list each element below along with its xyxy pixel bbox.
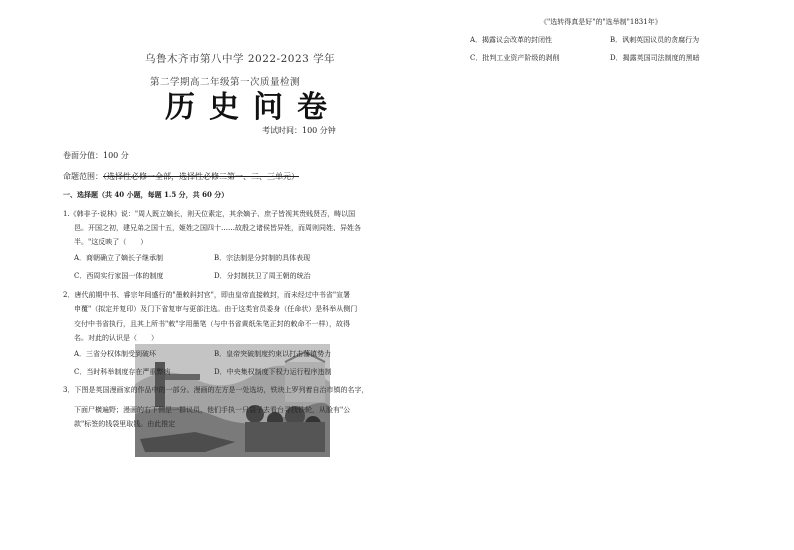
q1-line3: 半。"这反映了（ ）: [74, 238, 148, 246]
q1-line1: 1.《韩非子·说林》说："周人既立嫡长，则天位素定，其余嫡子、庶子皆视其贵贱贤否，畴以国: [63, 210, 356, 218]
q3-option-c[interactable]: C．批判工业资产阶级的剥削: [470, 54, 560, 62]
q2-option-c[interactable]: C．当时科举制度存在严重弊病: [74, 368, 171, 376]
q1-option-d[interactable]: D．分封制扶卫了周王朝的统治: [214, 272, 311, 280]
q2-line2: 申覆"（拟定并复印）及门下省复审与更部注选。由于这类官员委身（任命状）是科举从侧门: [74, 305, 358, 313]
q3-option-a[interactable]: A．揭露议会改革的封闭性: [470, 36, 553, 44]
cartoon-caption: 《"选转得真是好"的"选举制"1831年》: [540, 18, 662, 26]
q2-line3: 交付中书省执行，且其上所书"敕"字用墨笔（与中书省黄纸朱笔正封的敕命不一样），故得: [74, 320, 350, 328]
q3-line1: 3．下图是英国漫画家的作品中的一部分。漫画的左方是一处选坊，铁块上罗列着自治市镇的名字，: [63, 386, 369, 394]
q2-line4: 名。对此的认识是（ ）: [74, 334, 158, 342]
cartoon-image: [135, 344, 330, 457]
scope-text: （选择性必修一全部，选择性必修二第一、二、三单元）: [103, 172, 299, 181]
q3-line2: 下面尸横遍野；漫画的右下侧是一群议员，他们手执一只袋子去看台寻找铁轮，从脸有"公: [74, 406, 351, 414]
scope: [63, 172, 299, 182]
q2-option-d[interactable]: D．中央集权制度下权力运行程序违制: [214, 368, 332, 376]
section-heading: 一、选择题（共 40 小题，每题 1.5 分，共 60 分）: [63, 190, 229, 199]
full-score: 卷面分值：100 分: [63, 151, 129, 160]
scope-label: 命题范围：: [63, 172, 103, 181]
school-name: 乌鲁木齐市第八中学 2022-2023 学年: [145, 53, 336, 65]
q2-line1: 2．唐代前期中书、睿宗年间盛行的"墨敕斜封官"，即由皇帝直接敕封，而未经过中书省"宣署: [63, 291, 351, 299]
q1-option-c[interactable]: C．西周实行家国一体的制度: [74, 272, 164, 280]
cartoon-illustration: [135, 344, 330, 457]
q1-option-b[interactable]: B．宗法制是分封制的具体表现: [214, 254, 311, 262]
q1-line2: 邑。开国之初，建兄弟之国十五，姬姓之国四十……故殷之诸侯皆异姓，而周则同姓、异姓各: [74, 224, 361, 232]
q2-option-a[interactable]: A．三省分权体制受到破坏: [74, 350, 157, 358]
q2-option-b[interactable]: B．皇帝突破制度约束以打击藩镇势力: [214, 350, 332, 358]
q3-line3: 款"标签的钱袋里取钱。由此推定: [74, 420, 176, 428]
q3-option-d[interactable]: D．揭露英国司法制度的黑暗: [610, 54, 700, 62]
q3-option-b[interactable]: B．讽刺英国议员的贪腐行为: [610, 36, 700, 44]
exam-subtitle: 第二学期高二年级第一次质量检测: [150, 77, 301, 88]
page-title: 历史问卷: [165, 90, 341, 125]
exam-time: 考试时间：100 分钟: [262, 126, 336, 135]
q1-option-a[interactable]: A．商朝确立了嫡长子继承制: [74, 254, 164, 262]
